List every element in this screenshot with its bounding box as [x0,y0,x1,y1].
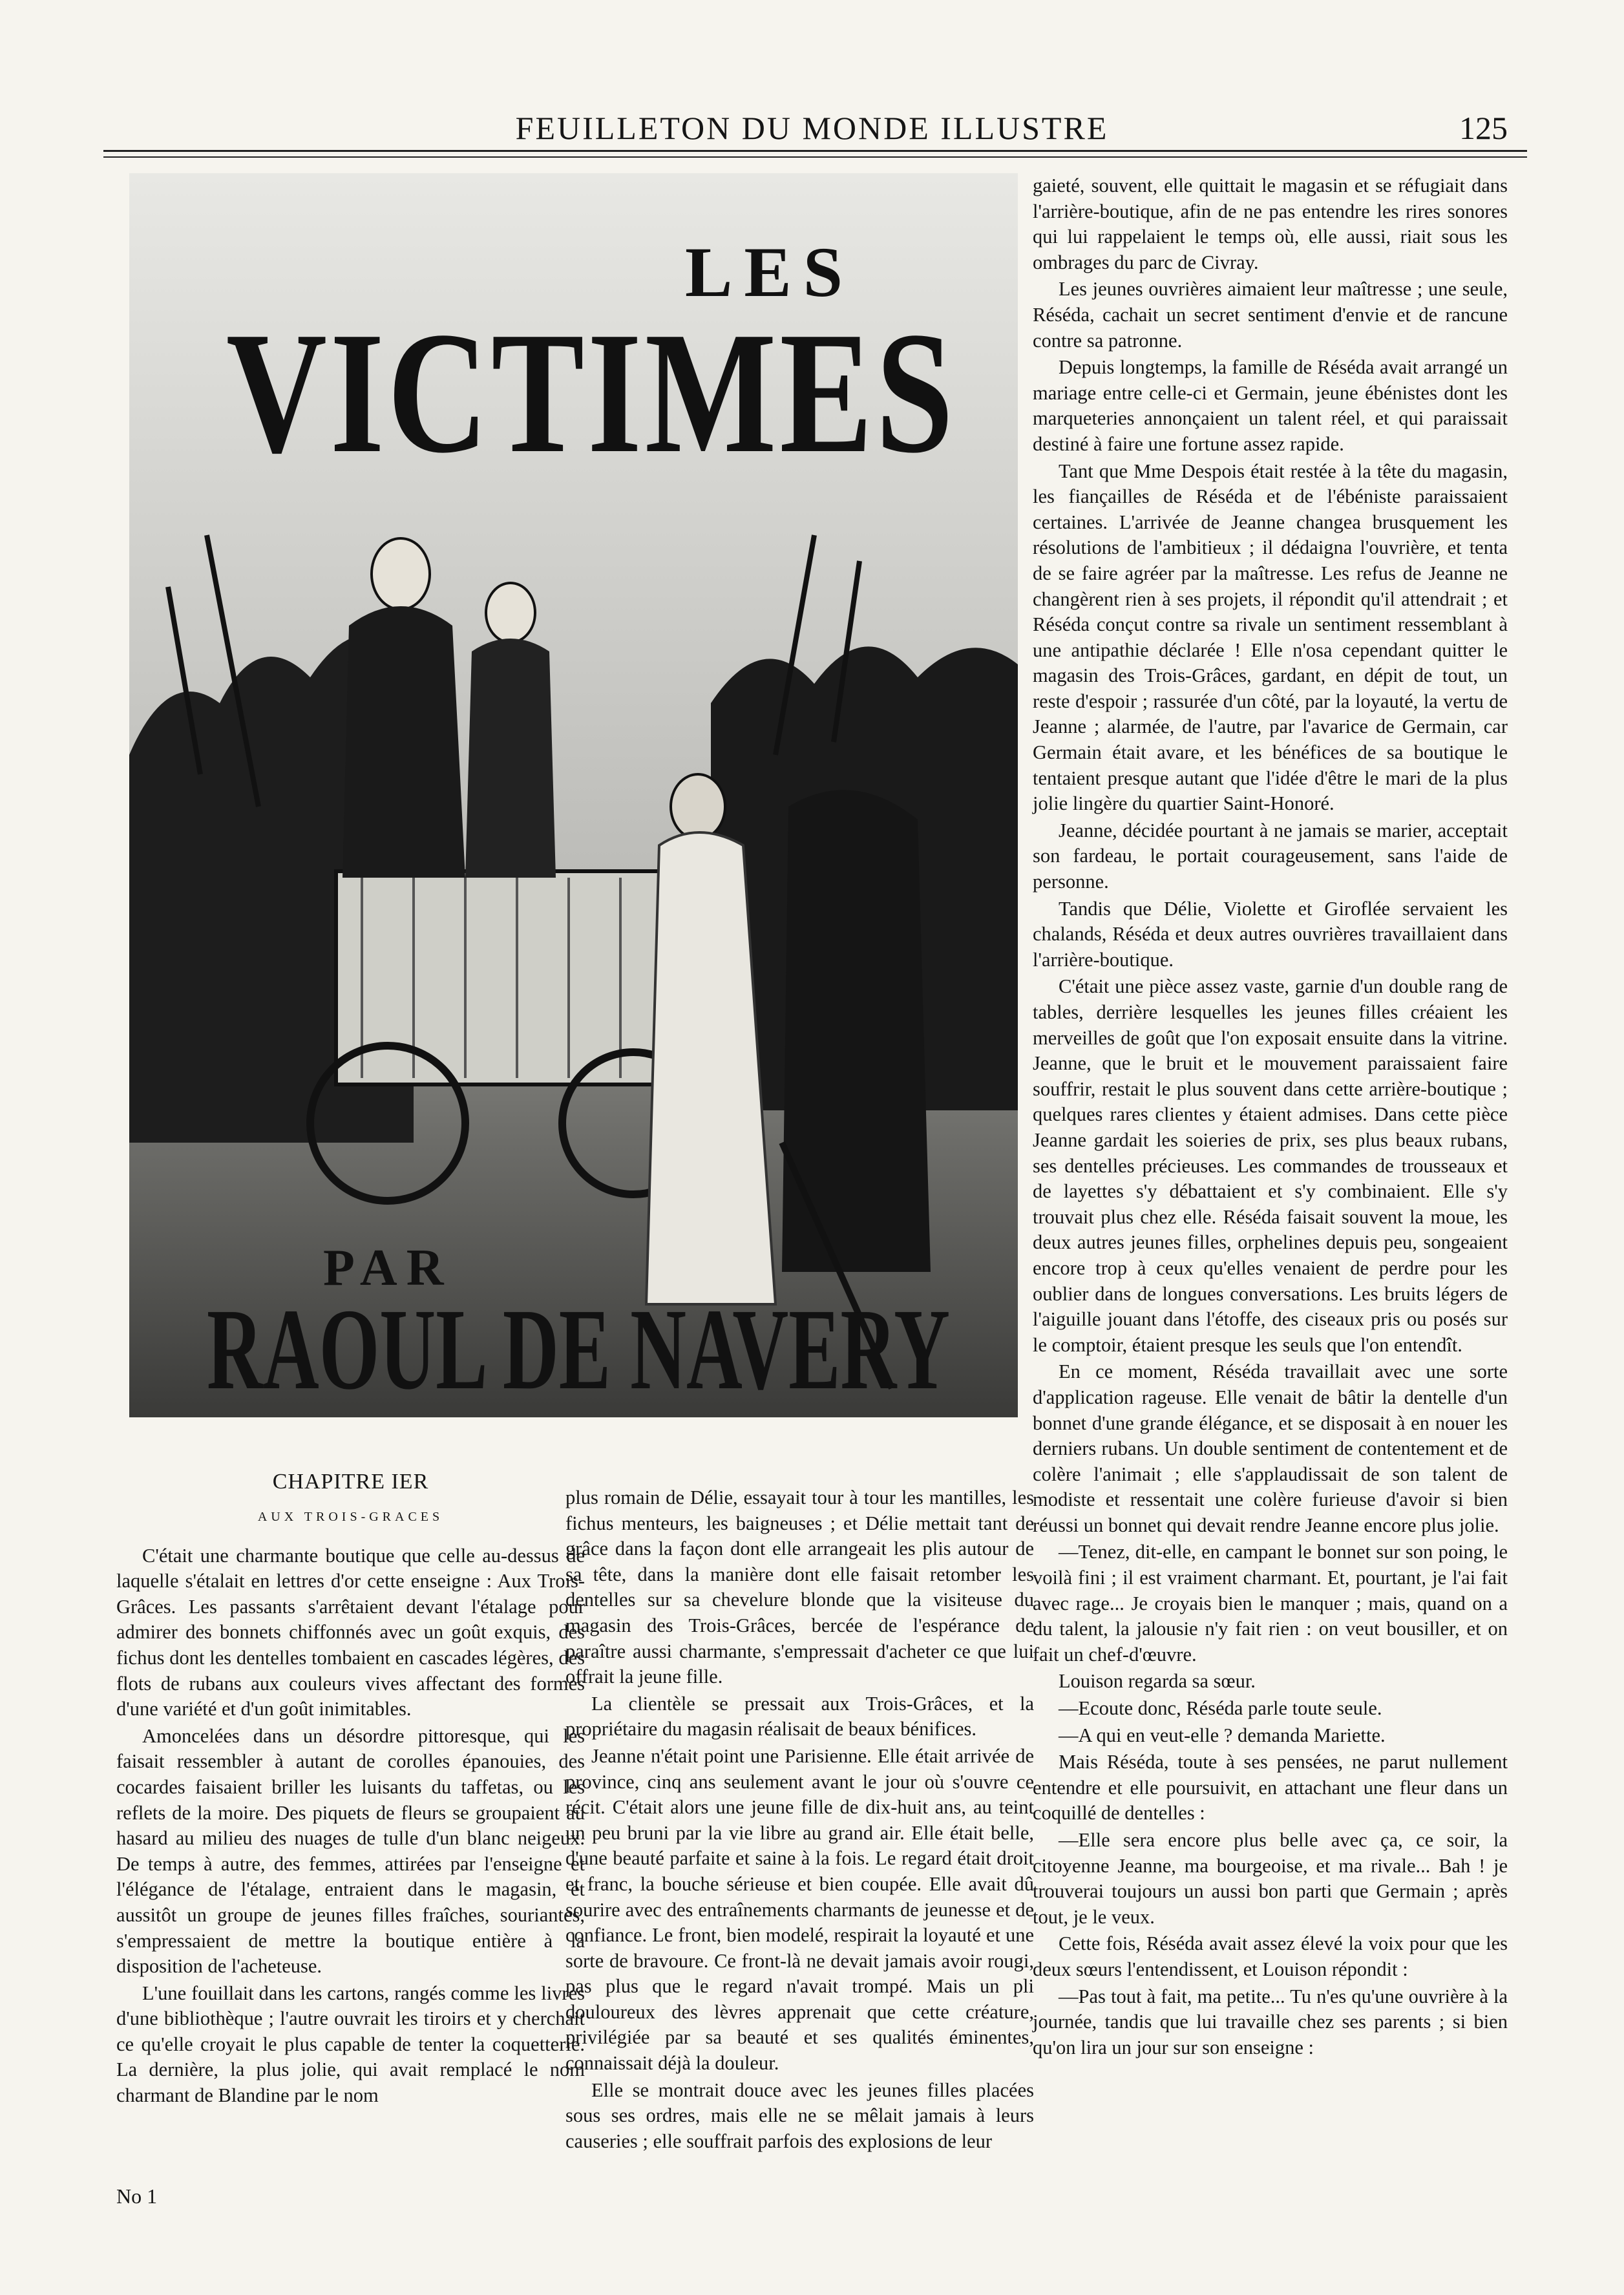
header-rule-secondary [103,156,1527,158]
illustration-author-name: RAOUL DE NAVERY [207,1285,950,1413]
chapter-title: CHAPITRE IER [272,1470,429,1494]
paragraph: Louison regarda sa sœur. [1059,1670,1256,1693]
illustration-engraving [129,173,1018,1417]
text-column-1 [116,1467,585,2110]
illustration-by-label: PAR [323,1240,453,1296]
header-rule [103,150,1527,152]
paragraph: Tandis que Délie, Violette et Giroflée servaient les chalands, Réséda et deux autres ouvrières travaillaient dans l'arrière-boutique. [1033,897,1508,971]
paragraph: —Ecoute donc, Réséda parle toute seule. [1059,1697,1382,1720]
illustration-title-les: LES [685,233,854,312]
paragraph: Tant que Mme Despois était restée à la tête du magasin, les fiançailles de Réséda et de l'ébéniste paraissaient certaines. L'arrivée de Jeanne changea brusquement les résolutions de l'ambitieux ; il dédaigna l'ouvrière, et tenta de se faire agréer par la maîtresse. Les refus de Jeanne ne changèrent rien à ses projets, il répondit qu'il attendrait ; et Réséda conçut contre sa rivale un sentiment ressemblant à une antipathie déclarée ! Elle n'osa cependant quitter le magasin des Trois-Grâces, gardant, en dépit de tout, un reste d'espoir ; rassurée d'un côté, par la loyauté, la vertu de Jeanne ; alarmée, de l'autre, par l'avarice de Germain, car Germain était avare, et les bénéfices de sa boutique le tentaient presque autant que l'idée d'être le mari de la plus jolie lingère du quartier Saint-Honoré. [1033,460,1508,815]
paragraph: —A qui en veut-elle ? demanda Mariette. [1059,1724,1386,1746]
illustration-title-victimes: VICTIMES [226,296,956,489]
paragraph: C'était une charmante boutique que celle au-dessus de laquelle s'étalait en lettres d'or cette enseigne : Aux Trois-Grâces. Les passants s'arrêtaient devant l'étalage pour admirer des bonnets chiffonnés avec un goût exquis, des fichus dont les dentelles tombaient en cascades légères, des flots de rubans aux couleurs vives affectant des formes d'une variété et d'un goût inimitables. [116,1544,585,1720]
page-number: 125 [1459,110,1508,146]
paragraph: C'était une pièce assez vaste, garnie d'un double rang de tables, derrière lesquelles les jeunes filles créaient les merveilles de goût que l'on exposait ensuite dans la vitrine. Jeanne, que le bruit et le mouvement paraissaient faire souffrir, restait le plus souvent dans cette arrière-boutique ; quelques rares clientes y étaient admises. Dans cette pièce Jeanne gardait les soieries de prix, ses plus beaux rubans, ses dentelles précieuses. Les commandes de trousseaux et de layettes s'y débattaient et s'y combinaient. Elle s'y trouvait plus chez elle. Réséda faisait souvent la moue, les deux autres jeunes filles, orphelines depuis peu, songeaient encore trop à ceux qu'elles venaient de perdre pour les oublier dans de longues conversations. Les bruits légers de l'aiguille jouant dans l'étoffe, des ciseaux pris ou posés sur le comptoir, étaient presque les seuls que l'on entendît. [1033,975,1508,1356]
issue-number: No 1 [116,2184,158,2208]
paragraph: Jeanne n'était point une Parisienne. Elle était arrivée de province, cinq ans seulement avant le jour où s'ouvre ce récit. C'était alors une jeune fille de dix-huit ans, au teint un peu bruni par la vie libre au grand air. Elle était belle, d'une beauté parfaite et saine à la fois. Le regard était droit et franc, la bouche sérieuse et bien coupée. Elle avait dû sourire avec des entraînements charmants de jeunesse et de confiance. Le front, bien modelé, respirait la loyauté et une sorte de bravoure. Ce front-là ne devait jamais avoir rougi, pas plus que le regard n'avait trompé. Mais un pli douloureux des lèvres apprenait que cette créature, privilégiée par sa beauté et ses qualités éminentes, connaissait déjà la douleur. [565,1744,1034,2075]
text-column-2 [565,1485,1034,2155]
paragraph: La clientèle se pressait aux Trois-Grâces, et la propriétaire du magasin réalisait de beaux bénifices. [565,1692,1034,1740]
paragraph: —Elle sera encore plus belle avec ça, ce soir, la citoyenne Jeanne, ma bourgeoise, et ma rivale... Bah ! je trouverai toujours un aussi bon parti que Germain ; après tout, je le veux. [1033,1829,1508,1928]
paragraph: gaieté, souvent, elle quittait le magasin et se réfugiait dans l'arrière-boutique, afin de ne pas entendre les rires sonores qui lui rappelaient le temps où, elle aussi, riait sous les ombrages du parc de Civray. [1033,175,1508,273]
chapter-subtitle: AUX TROIS-GRACES [257,1510,444,1524]
paragraph: Depuis longtemps, la famille de Réséda avait arrangé un mariage entre celle-ci et Germain, jeune ébénistes dont les marqueteries annonçaient un talent réel, et qui paraissait destiné à faire une fortune assez rapide. [1033,356,1508,455]
paragraph: Cette fois, Réséda avait assez élevé la voix pour que les deux sœurs l'entendissent, et Louison répondit : [1033,1932,1508,1980]
paragraph: —Tenez, dit-elle, en campant le bonnet sur son poing, le voilà fini ; il est vraiment charmant. Et, pourtant, je l'ai fait avec rage... Je croyais bien le manquer ; mais, quand on a du talent, la jalousie n'y fait rien : on veut bousiller, et on fait un chef-d'œuvre. [1033,1541,1508,1666]
paragraph: Mais Réséda, toute à ses pensées, ne parut nullement entendre et elle poursuivit, en attachant une fleur dans un coquillé de dentelles : [1033,1751,1508,1824]
frontispiece-illustration [129,173,1018,1417]
running-header-title: FEUILLETON DU MONDE ILLUSTRE [515,110,1109,146]
paragraph: Amoncelées dans un désordre pittoresque, qui les faisait ressembler à autant de corolles épanouies, des cocardes faisaient briller les luisants du taffetas, ou les reflets de la moire. Des piquets de fleurs se groupaient au hasard au milieu des nuages de tulle d'un blanc neigeux. De temps à autre, des femmes, attirées par l'enseigne et l'élégance de l'étalage, entraient dans le magasin, et aussitôt un groupe de jeunes filles fraîches, souriantes, s'empressaient de mettre la boutique entière à la disposition de l'acheteuse. [116,1724,585,1978]
paragraph: L'une fouillait dans les cartons, rangés comme les livres d'une bibliothèque ; l'autre ouvrait les tiroirs et y cherchait ce qu'elle croyait le plus capable de tenter la coquetterie. La dernière, la plus jolie, qui avait remplacé le nom charmant de Blandine par le nom [116,1982,585,2107]
paragraph: Elle se montrait douce avec les jeunes filles placées sous ses ordres, mais elle ne se mêlait jamais à leurs causeries ; elle souffrait parfois des explosions de leur [565,2078,1034,2152]
paragraph: —Pas tout à fait, ma petite... Tu n'es qu'une ouvrière à la journée, tandis que lui travaille chez ses parents ; si bien qu'on lira un jour sur son enseigne : [1033,1985,1508,2058]
paragraph: Jeanne, décidée pourtant à ne jamais se marier, acceptait son fardeau, le portait courageusement, sans l'aide de personne. [1033,819,1508,893]
paragraph: En ce moment, Réséda travaillait avec une sorte d'application rageuse. Elle venait de bâtir la dentelle d'un bonnet d'une grande élégance, et se disposait à en nouer les derniers rubans. Un double sentiment de contentement et de colère l'animait ; elle s'applaudissait de son talent de modiste et ressentait une colère furieuse d'avoir si bien réussi un bonnet qui devait rendre Jeanne encore plus jolie. [1033,1360,1508,1536]
paragraph: Les jeunes ouvrières aimaient leur maîtresse ; une seule, Réséda, cachait un secret sentiment d'envie et de rancune contre sa patronne. [1033,278,1508,352]
text-column-3 [1033,173,1508,2062]
paragraph: plus romain de Délie, essayait tour à tour les mantilles, les fichus menteurs, les baigneuses ; et Délie mettait tant de grâce dans la façon dont elle arrangeait les plis autour de sa tête, dans la manière dont elle faisait retomber les dentelles sur sa chevelure blonde que la visiteuse du magasin des Trois-Grâces, bercée de l'espérance de paraître aussi charmante, s'empressait d'acheter ce que lui offrait la jeune fille. [565,1486,1034,1688]
